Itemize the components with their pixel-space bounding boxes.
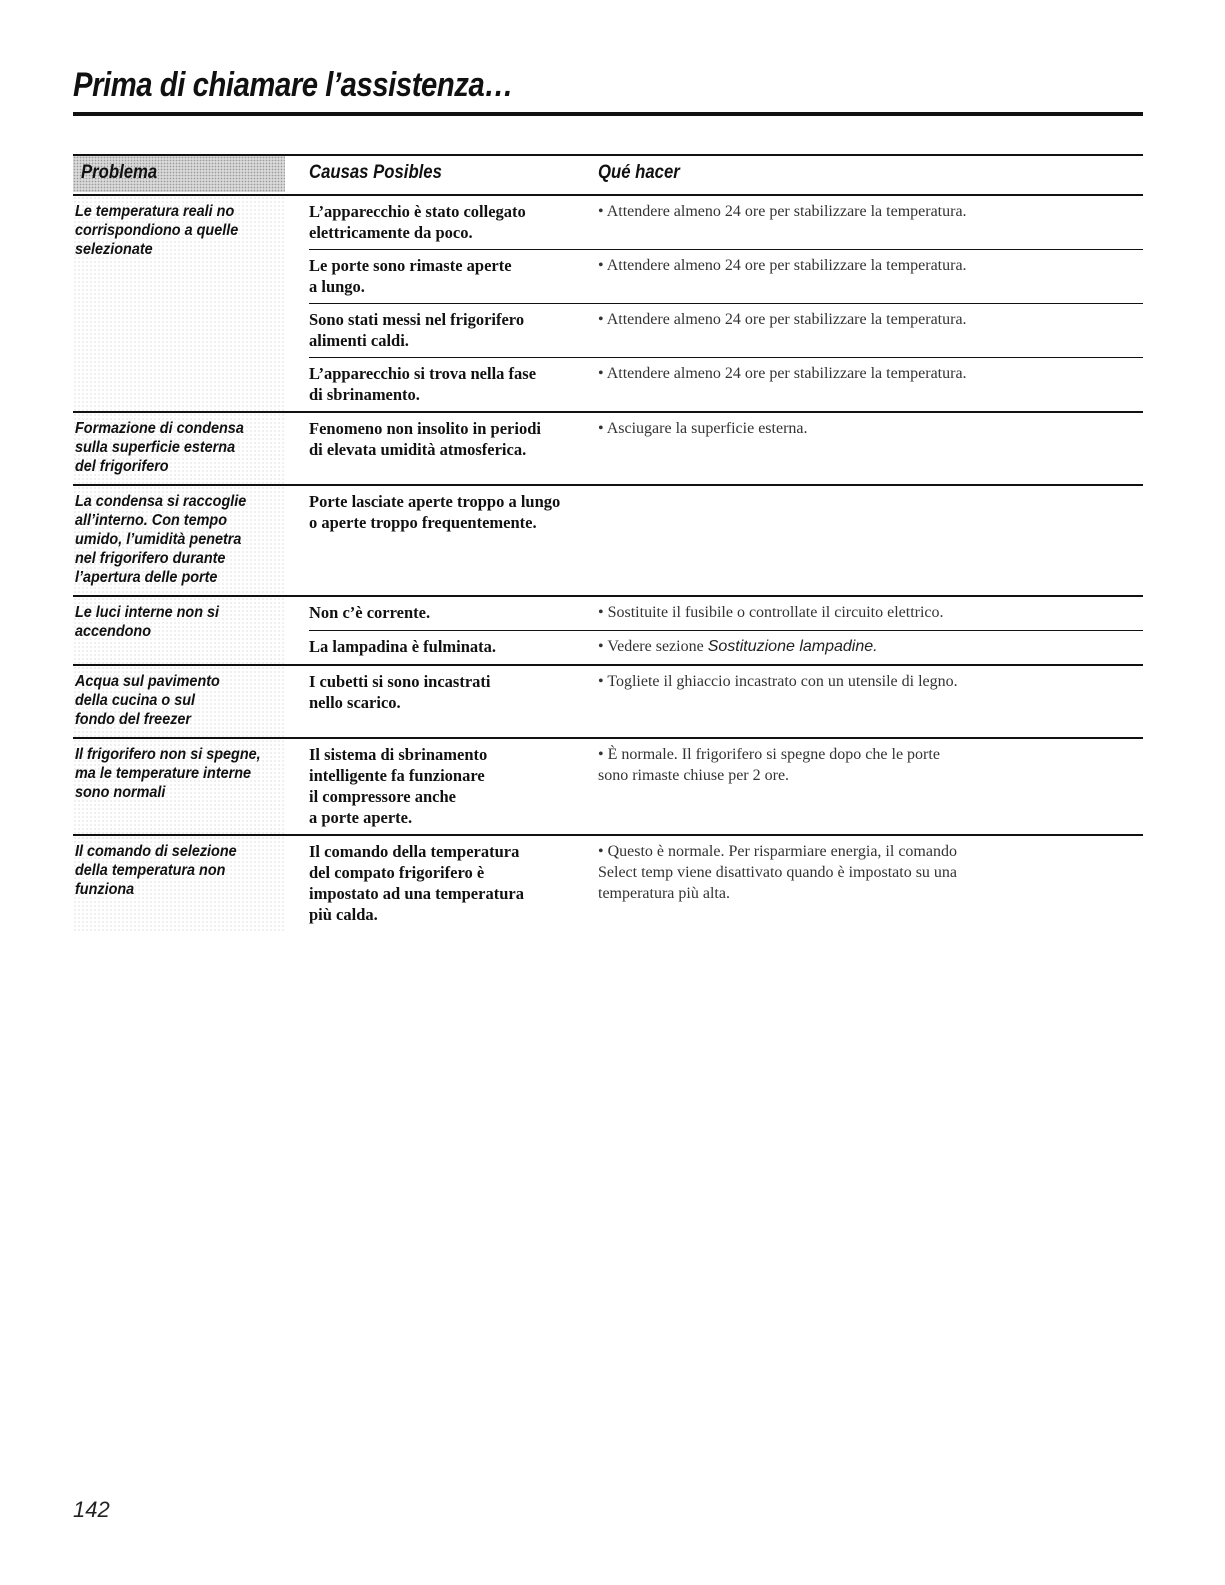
cause-cell: Non c’è corrente. (309, 603, 431, 622)
troubleshooting-table (73, 154, 1143, 931)
solution-cell (598, 744, 1143, 828)
problem-text: Acqua sul pavimento della cucina o sul fondo del freezer (75, 673, 220, 728)
cause-cell: Sono stati messi nel frigorifero alimenti caldi. (309, 310, 525, 350)
cause-rows (309, 597, 1143, 664)
table-row (309, 413, 1143, 466)
problem-cell (73, 597, 285, 664)
solution-cell (598, 309, 1143, 351)
table-row (309, 836, 1143, 931)
solution-text: • Asciugare la superficie esterna. (598, 420, 808, 437)
table-row (309, 304, 1143, 358)
solution-text: • Sostituite il fusibile o controllate il circuito elettrico. (598, 604, 944, 621)
solution-cell (598, 363, 1143, 405)
table-row (309, 250, 1143, 304)
cause-cell: La lampadina è fulminata. (309, 637, 497, 656)
solution-text: • È normale. Il frigorifero si spegne dopo che le porte sono rimaste chiuse per 2 ore. (598, 746, 940, 784)
cause-rows (309, 486, 1143, 595)
solution-cell (598, 255, 1143, 297)
problem-cell (73, 836, 285, 931)
section-reference: Sostituzione lampadine. (707, 638, 878, 655)
problem-group (73, 196, 1143, 413)
cause-rows (309, 836, 1143, 931)
problem-cell (73, 486, 285, 595)
problem-cell (73, 666, 285, 737)
solution-cell (598, 636, 1143, 658)
cause-cell: Le porte sono rimaste aperte a lungo. (309, 256, 512, 296)
page-number: 142 (73, 1497, 110, 1522)
problem-text: Le temperatura reali no corrispondiono a quelle selezionate (75, 203, 239, 258)
problem-cell (73, 739, 285, 834)
page-title: Prima di chiamare l’assistenza… (73, 66, 514, 104)
solution-cell (598, 671, 1143, 713)
problem-text: Formazione di condensa sulla superficie esterna del frigorifero (75, 420, 244, 475)
solution-text: • Togliete il ghiaccio incastrato con un utensile di legno. (598, 673, 958, 690)
solution-cell (598, 602, 1143, 624)
problem-group (73, 486, 1143, 597)
solution-text: • Attendere almeno 24 ore per stabilizzare la temperatura. (598, 203, 967, 220)
problem-text: Le luci interne non si accendono (75, 604, 220, 640)
column-header-problem: Problema (73, 156, 285, 192)
column-header-solution: Qué hacer (598, 162, 680, 183)
table-row (309, 739, 1143, 834)
solution-text: • Vedere sezione (598, 638, 708, 655)
cause-cell: L’apparecchio si trova nella fase di sbrinamento. (309, 364, 537, 404)
problem-group (73, 836, 1143, 931)
problem-group (73, 597, 1143, 666)
problem-cell (73, 413, 285, 484)
table-row (309, 631, 1143, 664)
problem-group (73, 739, 1143, 836)
table-row (309, 486, 1143, 539)
cause-cell: Fenomeno non insolito in periodi di elevata umidità atmosferica. (309, 419, 541, 459)
table-row (309, 597, 1143, 631)
problem-cell (73, 196, 285, 411)
problem-group (73, 413, 1143, 486)
cause-rows (309, 196, 1143, 411)
cause-cell: I cubetti si sono incastrati nello scarico. (309, 672, 491, 712)
problem-text: Il comando di selezione della temperatura non funziona (75, 843, 237, 898)
table-body (73, 196, 1143, 931)
solution-cell (598, 841, 1143, 925)
title-rule (73, 112, 1143, 116)
cause-rows (309, 413, 1143, 484)
cause-cell: Il comando della temperatura del compato frigorifero è impostato ad una temperatura più calda. (309, 842, 524, 924)
cause-cell: L’apparecchio è stato collegato elettricamente da poco. (309, 202, 526, 242)
problem-group (73, 666, 1143, 739)
table-row (309, 666, 1143, 719)
cause-cell: Porte lasciate aperte troppo a lungo o aperte troppo frequentemente. (309, 492, 561, 532)
solution-cell (598, 201, 1143, 243)
cause-rows (309, 666, 1143, 737)
table-row (309, 358, 1143, 411)
cause-rows (309, 739, 1143, 834)
solution-text: • Attendere almeno 24 ore per stabilizzare la temperatura. (598, 257, 967, 274)
table-header (73, 154, 1143, 196)
solution-text: • Questo è normale. Per risparmiare energia, il comando Select temp viene disattivato quando è impostato su una temperatura più alta. (598, 843, 958, 902)
column-header-causes: Causas Posibles (309, 162, 442, 183)
cause-cell: Il sistema di sbrinamento intelligente fa funzionare il compressore anche a porte aperte. (309, 745, 488, 827)
table-row (309, 196, 1143, 250)
solution-text: • Attendere almeno 24 ore per stabilizzare la temperatura. (598, 311, 967, 328)
problem-text: La condensa si raccoglie all’interno. Con tempo umido, l’umidità penetra nel frigorifero durante l’apertura delle porte (75, 493, 247, 586)
solution-cell (598, 418, 1143, 460)
solution-cell (598, 491, 1143, 533)
problem-text: Il frigorifero non si spegne, ma le temperature interne sono normali (75, 746, 261, 801)
solution-text: • Attendere almeno 24 ore per stabilizzare la temperatura. (598, 365, 967, 382)
